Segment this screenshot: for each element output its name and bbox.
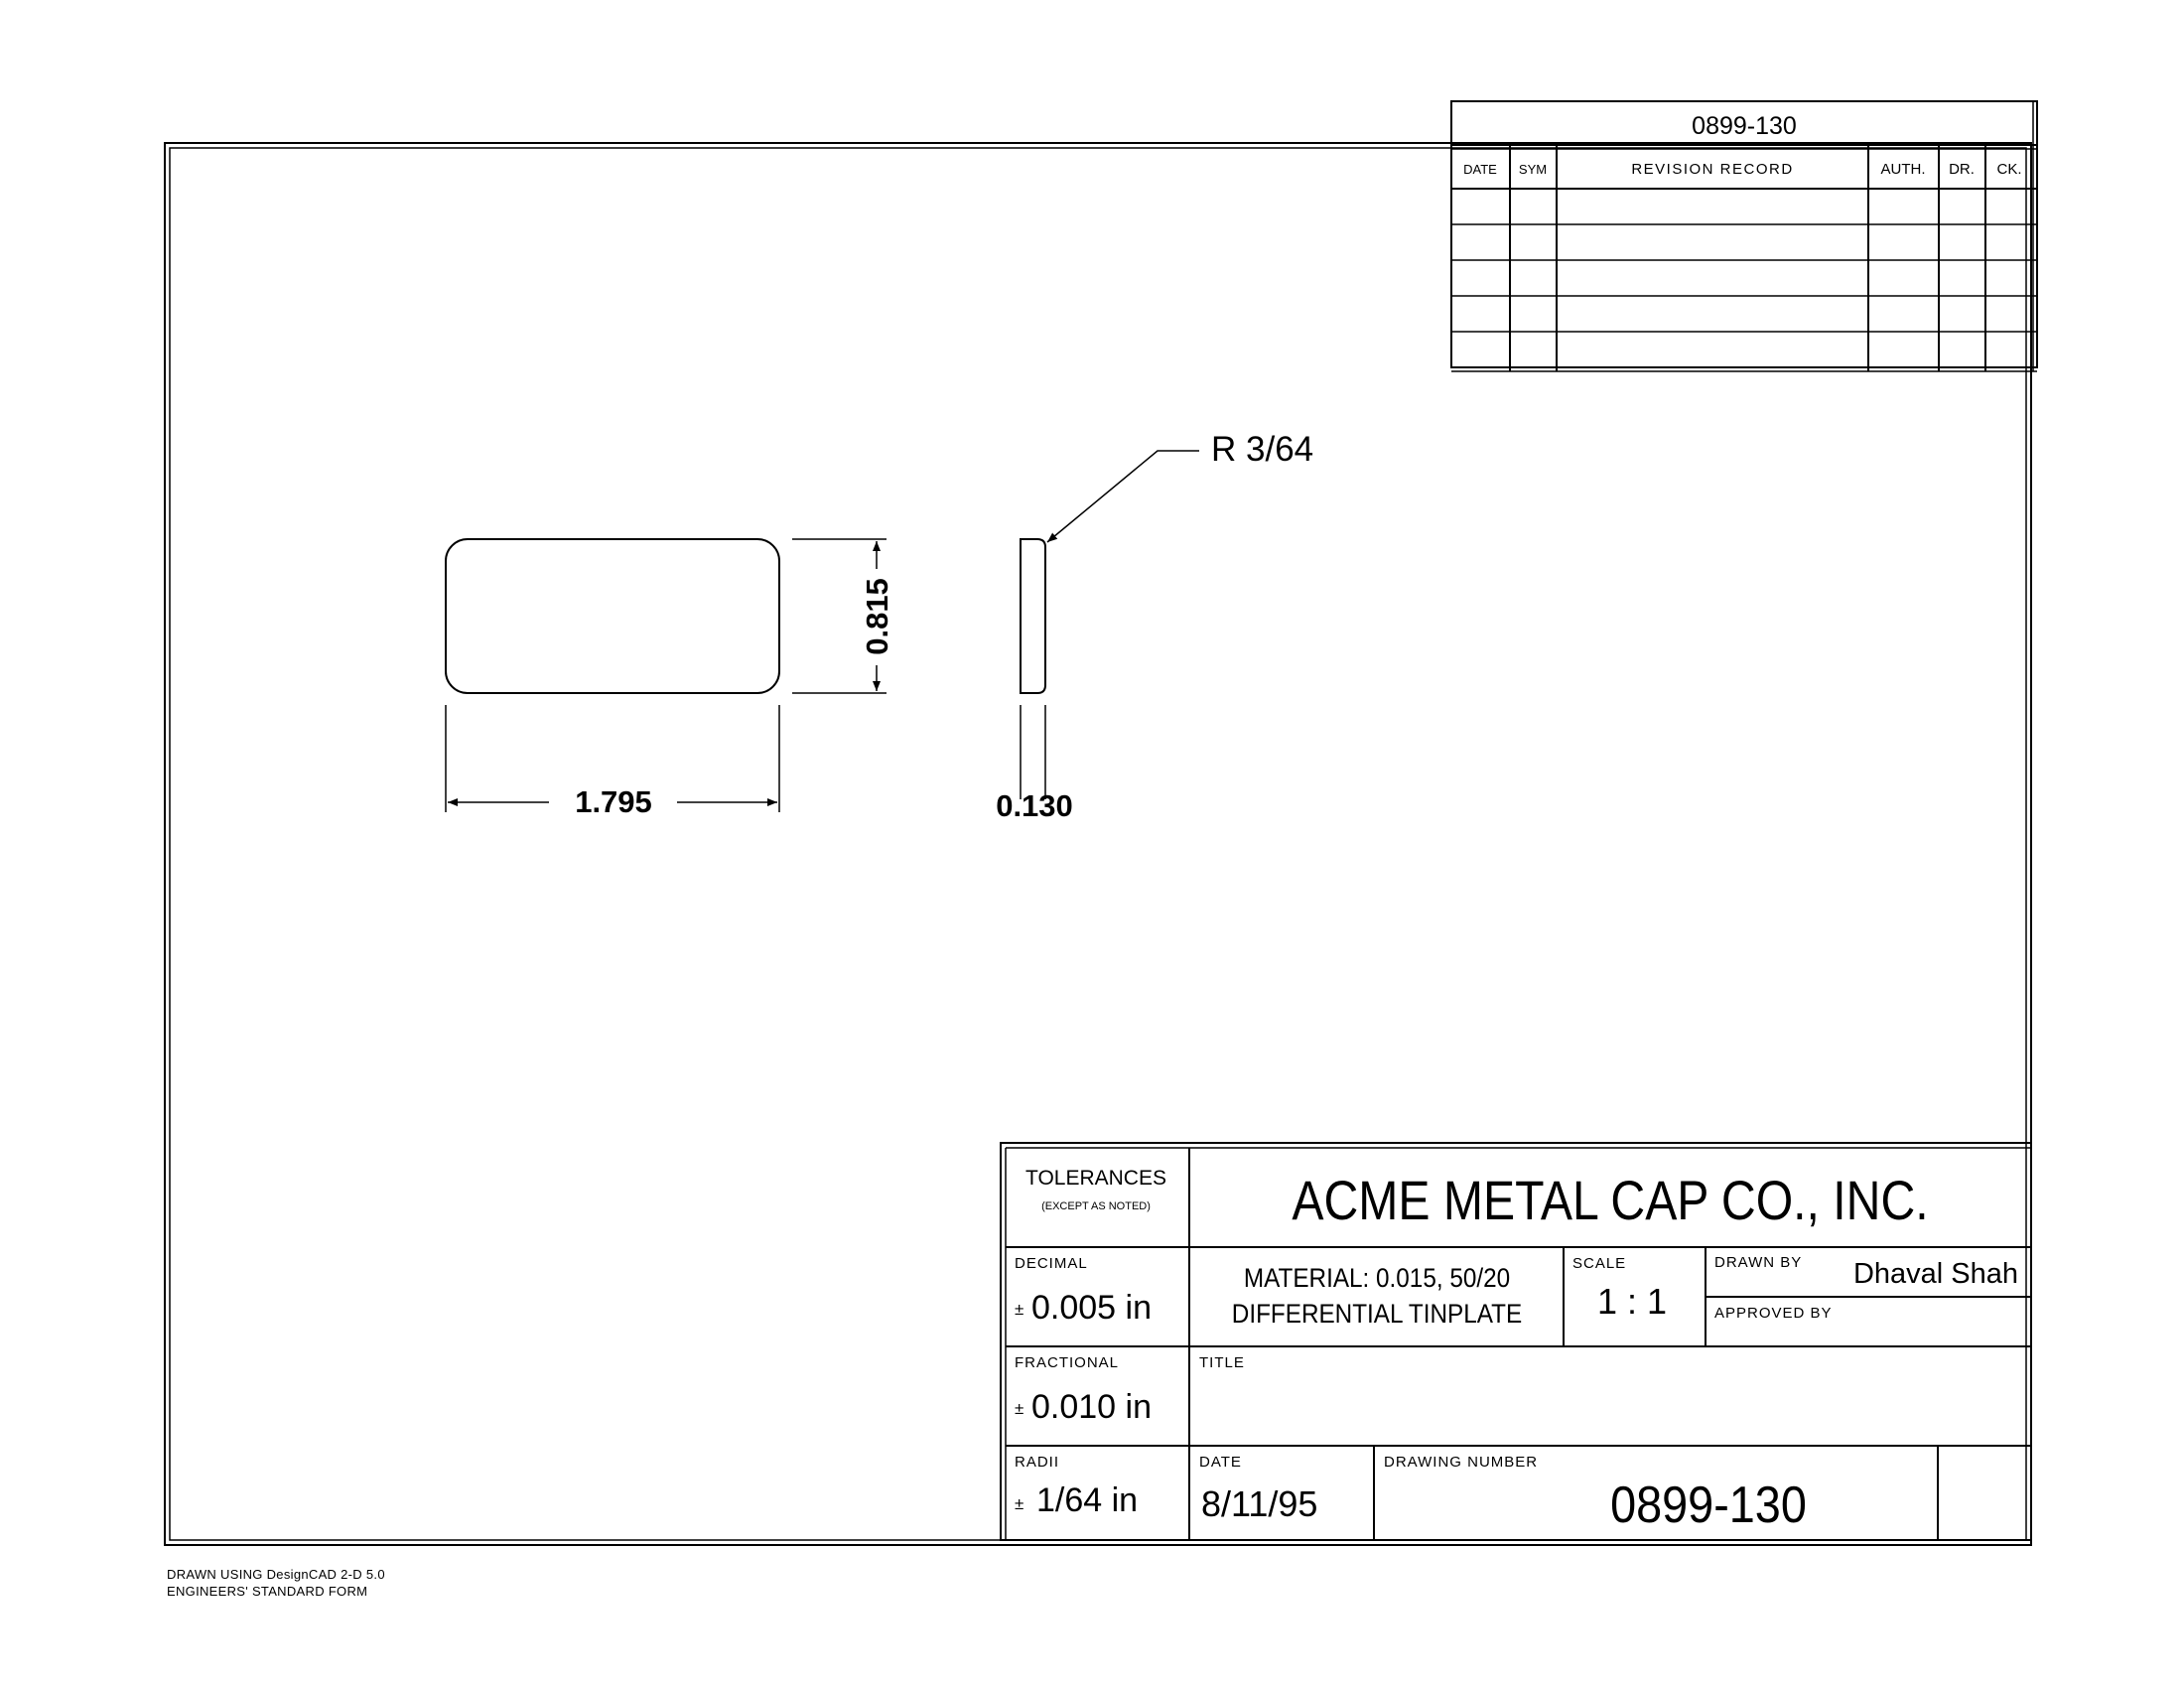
radius-leader-line [1047,451,1199,542]
material-line2: DIFFERENTIAL TINPLATE [1231,1299,1523,1330]
radius-label: R 3/64 [1211,430,1314,469]
approved-by-label: APPROVED BY [1714,1305,1833,1322]
date-value: 8/11/95 [1201,1483,1318,1524]
drawing-number-label: DRAWING NUMBER [1384,1454,1539,1471]
material-line1: MATERIAL: 0.015, 50/20 [1243,1263,1511,1294]
company-name: ACME METAL CAP CO., INC. [1292,1170,1929,1232]
rev-col-auth: AUTH. [1880,161,1926,178]
rev-col-dr: DR. [1949,161,1975,178]
part-front-view [446,539,779,693]
rev-col-record: REVISION RECORD [1631,161,1794,178]
dim-thickness-label: 0.130 [996,788,1073,823]
dim-height-label: 0.815 [860,578,894,655]
fractional-value: 0.010 in [1031,1388,1152,1426]
revision-table [1451,101,2037,371]
rev-col-sym: SYM [1518,162,1548,177]
sheet-border-outer [165,143,2031,1545]
rev-col-ck: CK. [1996,161,2022,178]
fractional-label: FRACTIONAL [1015,1354,1120,1371]
rev-col-date: DATE [1463,162,1497,177]
decimal-value: 0.005 in [1031,1289,1152,1327]
dim-width-label: 1.795 [575,784,652,819]
radii-value: 1/64 in [1036,1481,1139,1519]
drawn-by-value: Dhaval Shah [1852,1258,2018,1290]
sheet-border-inner [170,148,2026,1540]
decimal-label: DECIMAL [1015,1255,1088,1272]
scale-value: 1 : 1 [1596,1281,1668,1322]
drawn-by-label: DRAWN BY [1714,1254,1803,1271]
title-label: TITLE [1199,1354,1245,1371]
fractional-pm: ± [1015,1399,1024,1418]
date-label: DATE [1199,1454,1242,1471]
footer-line-2: ENGINEERS' STANDARD FORM [167,1584,368,1599]
drawing-number-value: 0899-130 [1610,1476,1807,1534]
tolerances-note: (EXCEPT AS NOTED) [1041,1200,1151,1212]
footer-line-1: DRAWN USING DesignCAD 2-D 5.0 [167,1567,385,1582]
radii-pm: ± [1015,1494,1024,1513]
part-side-view [1021,539,1045,693]
radii-label: RADII [1015,1454,1060,1471]
revision-header-number: 0899-130 [1692,112,1797,140]
scale-label: SCALE [1572,1255,1627,1272]
decimal-pm: ± [1015,1300,1024,1319]
tolerances-label: TOLERANCES [1025,1167,1166,1190]
